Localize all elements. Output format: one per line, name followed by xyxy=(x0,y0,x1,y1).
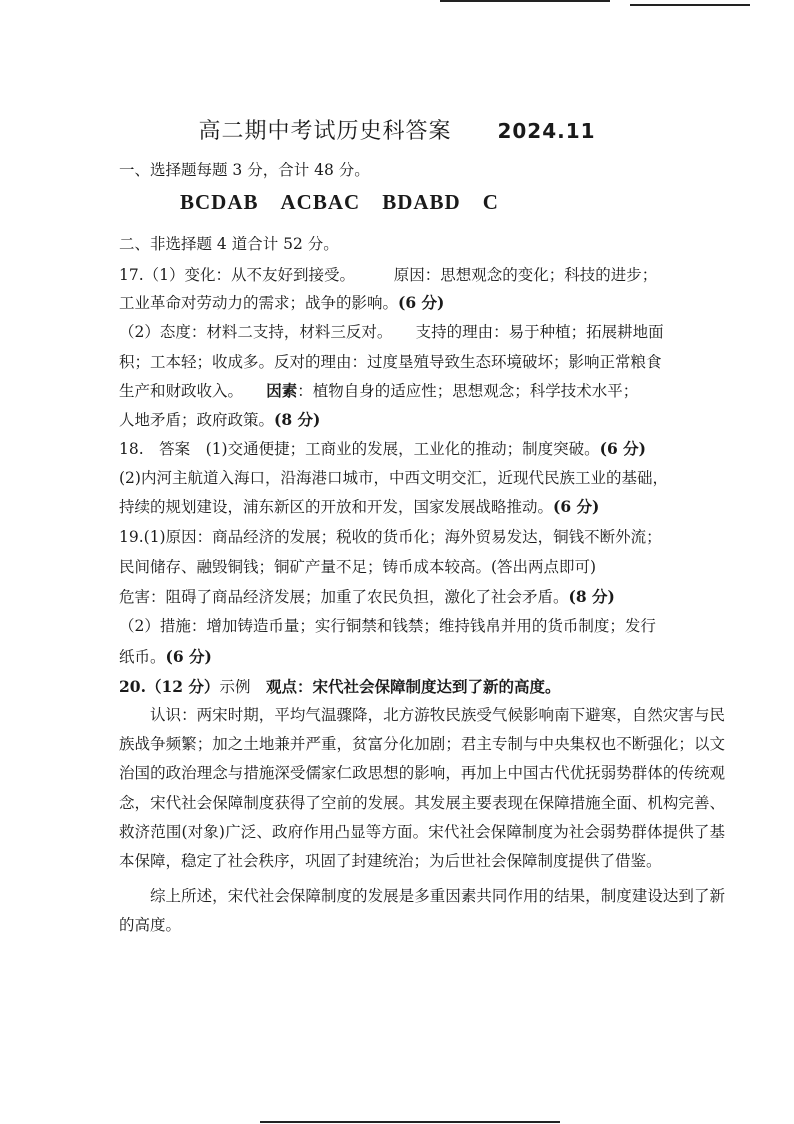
q17-line: 17.（1）变化：从不友好到接受。 原因：思想观念的变化；科技的进步； xyxy=(119,266,658,284)
q17-line: 积；工本轻；收成多。反对的理由：过度垦殖导致生态环境破坏；影响正常粮食 xyxy=(119,353,662,371)
q17-line xyxy=(119,379,719,401)
q19-line xyxy=(119,645,719,667)
q17-line-text: 生产和财政收入。 xyxy=(119,382,267,400)
q19-line-text: 危害：阻碍了商品经济发展；加重了农民负担，激化了社会矛盾。 xyxy=(119,588,569,606)
multiple-choice-answers xyxy=(180,190,521,215)
q17-line xyxy=(119,408,719,430)
score-label: (8 分) xyxy=(274,410,321,429)
q17-line-text: 人地矛盾；政府政策。 xyxy=(119,411,275,429)
score-label: (6 分) xyxy=(599,439,646,458)
q19-line: （2）措施：增加铸造币量；实行铜禁和钱禁；维持钱帛并用的货币制度；发行 xyxy=(119,617,656,635)
score-label: (6 分) xyxy=(553,497,600,516)
q18-line xyxy=(119,437,719,459)
q17-line: （2）态度：材料二支持，材料三反对。 支持的理由：易于种植；拓展耕地面 xyxy=(119,323,664,341)
q17-line-text: 工业革命对劳动力的需求；战争的影响。 xyxy=(119,294,399,312)
q20-essay xyxy=(119,701,725,941)
q19-line xyxy=(119,585,719,607)
score-label: (6 分) xyxy=(165,647,212,666)
q18-line-text: 持续的规划建设，浦东新区的开放和开发，国家发展战略推动。 xyxy=(119,498,554,516)
exam-date: 2024.11 xyxy=(497,119,596,143)
q19-line: 19.(1)原因：商品经济的发展；税收的货币化；海外贸易发达，铜钱不断外流； xyxy=(119,528,662,546)
q17-line xyxy=(119,291,719,313)
q20-viewpoint: 观点：宋代社会保障制度达到了新的高度。 xyxy=(265,677,561,696)
q20-heading xyxy=(119,675,719,697)
q18-line-text: 18. 答案 (1)交通便捷；工商业的发展，工业化的推动；制度突破。 xyxy=(119,440,600,458)
section1-heading: 一、选择题每题 3 分，合计 48 分。 xyxy=(119,161,370,179)
section2-heading: 二、非选择题 4 道合计 52 分。 xyxy=(119,235,339,253)
q18-line: (2)内河主航道入海口，沿海港口城市，中西文明交汇，近现代民族工业的基础， xyxy=(119,469,668,487)
answer-group: BDABD xyxy=(382,190,461,214)
q20-prefix: 20.（12 分） xyxy=(119,677,220,696)
scan-mark-top xyxy=(630,4,750,6)
q20-example-label: 示例 xyxy=(219,678,266,696)
factor-label: 因素 xyxy=(266,381,298,400)
scan-mark-bottom xyxy=(260,1121,560,1123)
score-label: (8 分) xyxy=(568,587,615,606)
q19-line-text: 纸币。 xyxy=(119,648,166,666)
essay-paragraph: 综上所述，宋代社会保障制度的发展是多重因素共同作用的结果，制度建设达到了新的高度。 xyxy=(119,887,725,935)
answer-group: ACBAC xyxy=(280,190,361,214)
essay-paragraph: 认识：两宋时期，平均气温骤降，北方游牧民族受气候影响南下避寒，自然灾害与民族战争频繁；加之土地兼并严重，贫富分化加剧；君主专制与中央集权也不断强化；以文治国的政治理念与措施深受儒家仁政思想的影响，再加上中国古代优抚弱势群体的传统观念，宋代社会保障制度获得了空前的发展。其发展主要表现在保障措施全面、机构完善、救济范围(对象)广泛、政府作用凸显等方面。宋代社会保障制度为社会弱势群体提供了基本保障，稳定了社会秩序，巩固了封建统治；为后世社会保障制度提供了借鉴。 xyxy=(119,706,725,871)
q17-line-text: ：植物自身的适应性；思想观念；科学技术水平； xyxy=(297,382,639,400)
answer-group: C xyxy=(482,190,499,214)
answer-group: BCDAB xyxy=(180,190,259,214)
q18-line xyxy=(119,495,719,517)
title-text: 高二期中考试历史科答案 xyxy=(198,119,452,144)
page-title xyxy=(0,114,794,145)
q19-line: 民间储存、融毁铜钱；铜矿产量不足；铸币成本较高。(答出两点即可) xyxy=(119,558,597,576)
scan-mark-top xyxy=(440,0,610,2)
score-label: (6 分) xyxy=(398,293,445,312)
